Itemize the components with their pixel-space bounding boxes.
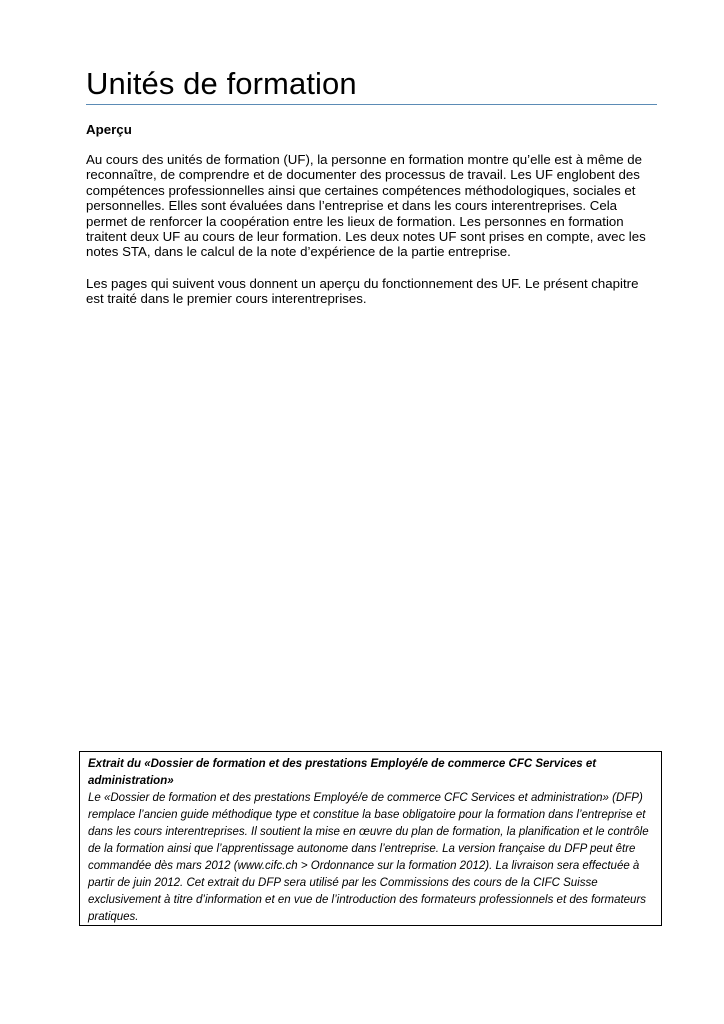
note-title: Extrait du «Dossier de formation et des prestations Employé/e de commerce CFC Services et administration» bbox=[88, 758, 597, 787]
section-heading: Aperçu bbox=[86, 122, 132, 137]
intro-paragraph: Au cours des unités de formation (UF), la personne en formation montre qu’elle est à même de reconnaître, de comprendre et de documenter des processus de travail. Les UF englobent des compétences professionnelles ainsi que certaines compétences méthodologiques, sociales et personnelles. Elles sont évaluées dans l’entreprise et dans les cours interentreprises. Cela permet de renforcer la coopération entre les lieux de formation. Les personnes en formation traitent deux UF au cours de leur formation. Les deux notes UF sont prises en compte, avec les notes STA, dans le calcul de la note d’expérience de la partie entreprise. bbox=[86, 152, 646, 260]
overview-paragraph: Les pages qui suivent vous donnent un aperçu du fonctionnement des UF. Le présent chapitre est traité dans le premier cours interentreprises. bbox=[86, 276, 639, 307]
excerpt-note-box bbox=[79, 751, 662, 926]
title-divider bbox=[86, 104, 657, 105]
page-title: Unités de formation bbox=[86, 66, 357, 101]
note-text: Le «Dossier de formation et des prestations Employé/e de commerce CFC Services et administration» (DFP) remplace l’ancien guide méthodique type et constitue la base obligatoire pour la formation dans l’entreprise et dans les cours interentreprises. Il soutient la mise en œuvre du plan de formation, la planification et le contrôle de la formation ainsi que l’apprentissage autonome dans l’entreprise. La version française du DFP peut être commandée dès mars 2012 (www.cifc.ch > Ordonnance sur la formation 2012). La livraison sera effectuée à partir de juin 2012. Cet extrait du DFP sera utilisé par les Commissions des cours de la CIFC Suisse exclusivement à titre d’information et en vue de l’introduction des formateurs professionnels et des formateurs pratiques. bbox=[88, 792, 649, 923]
